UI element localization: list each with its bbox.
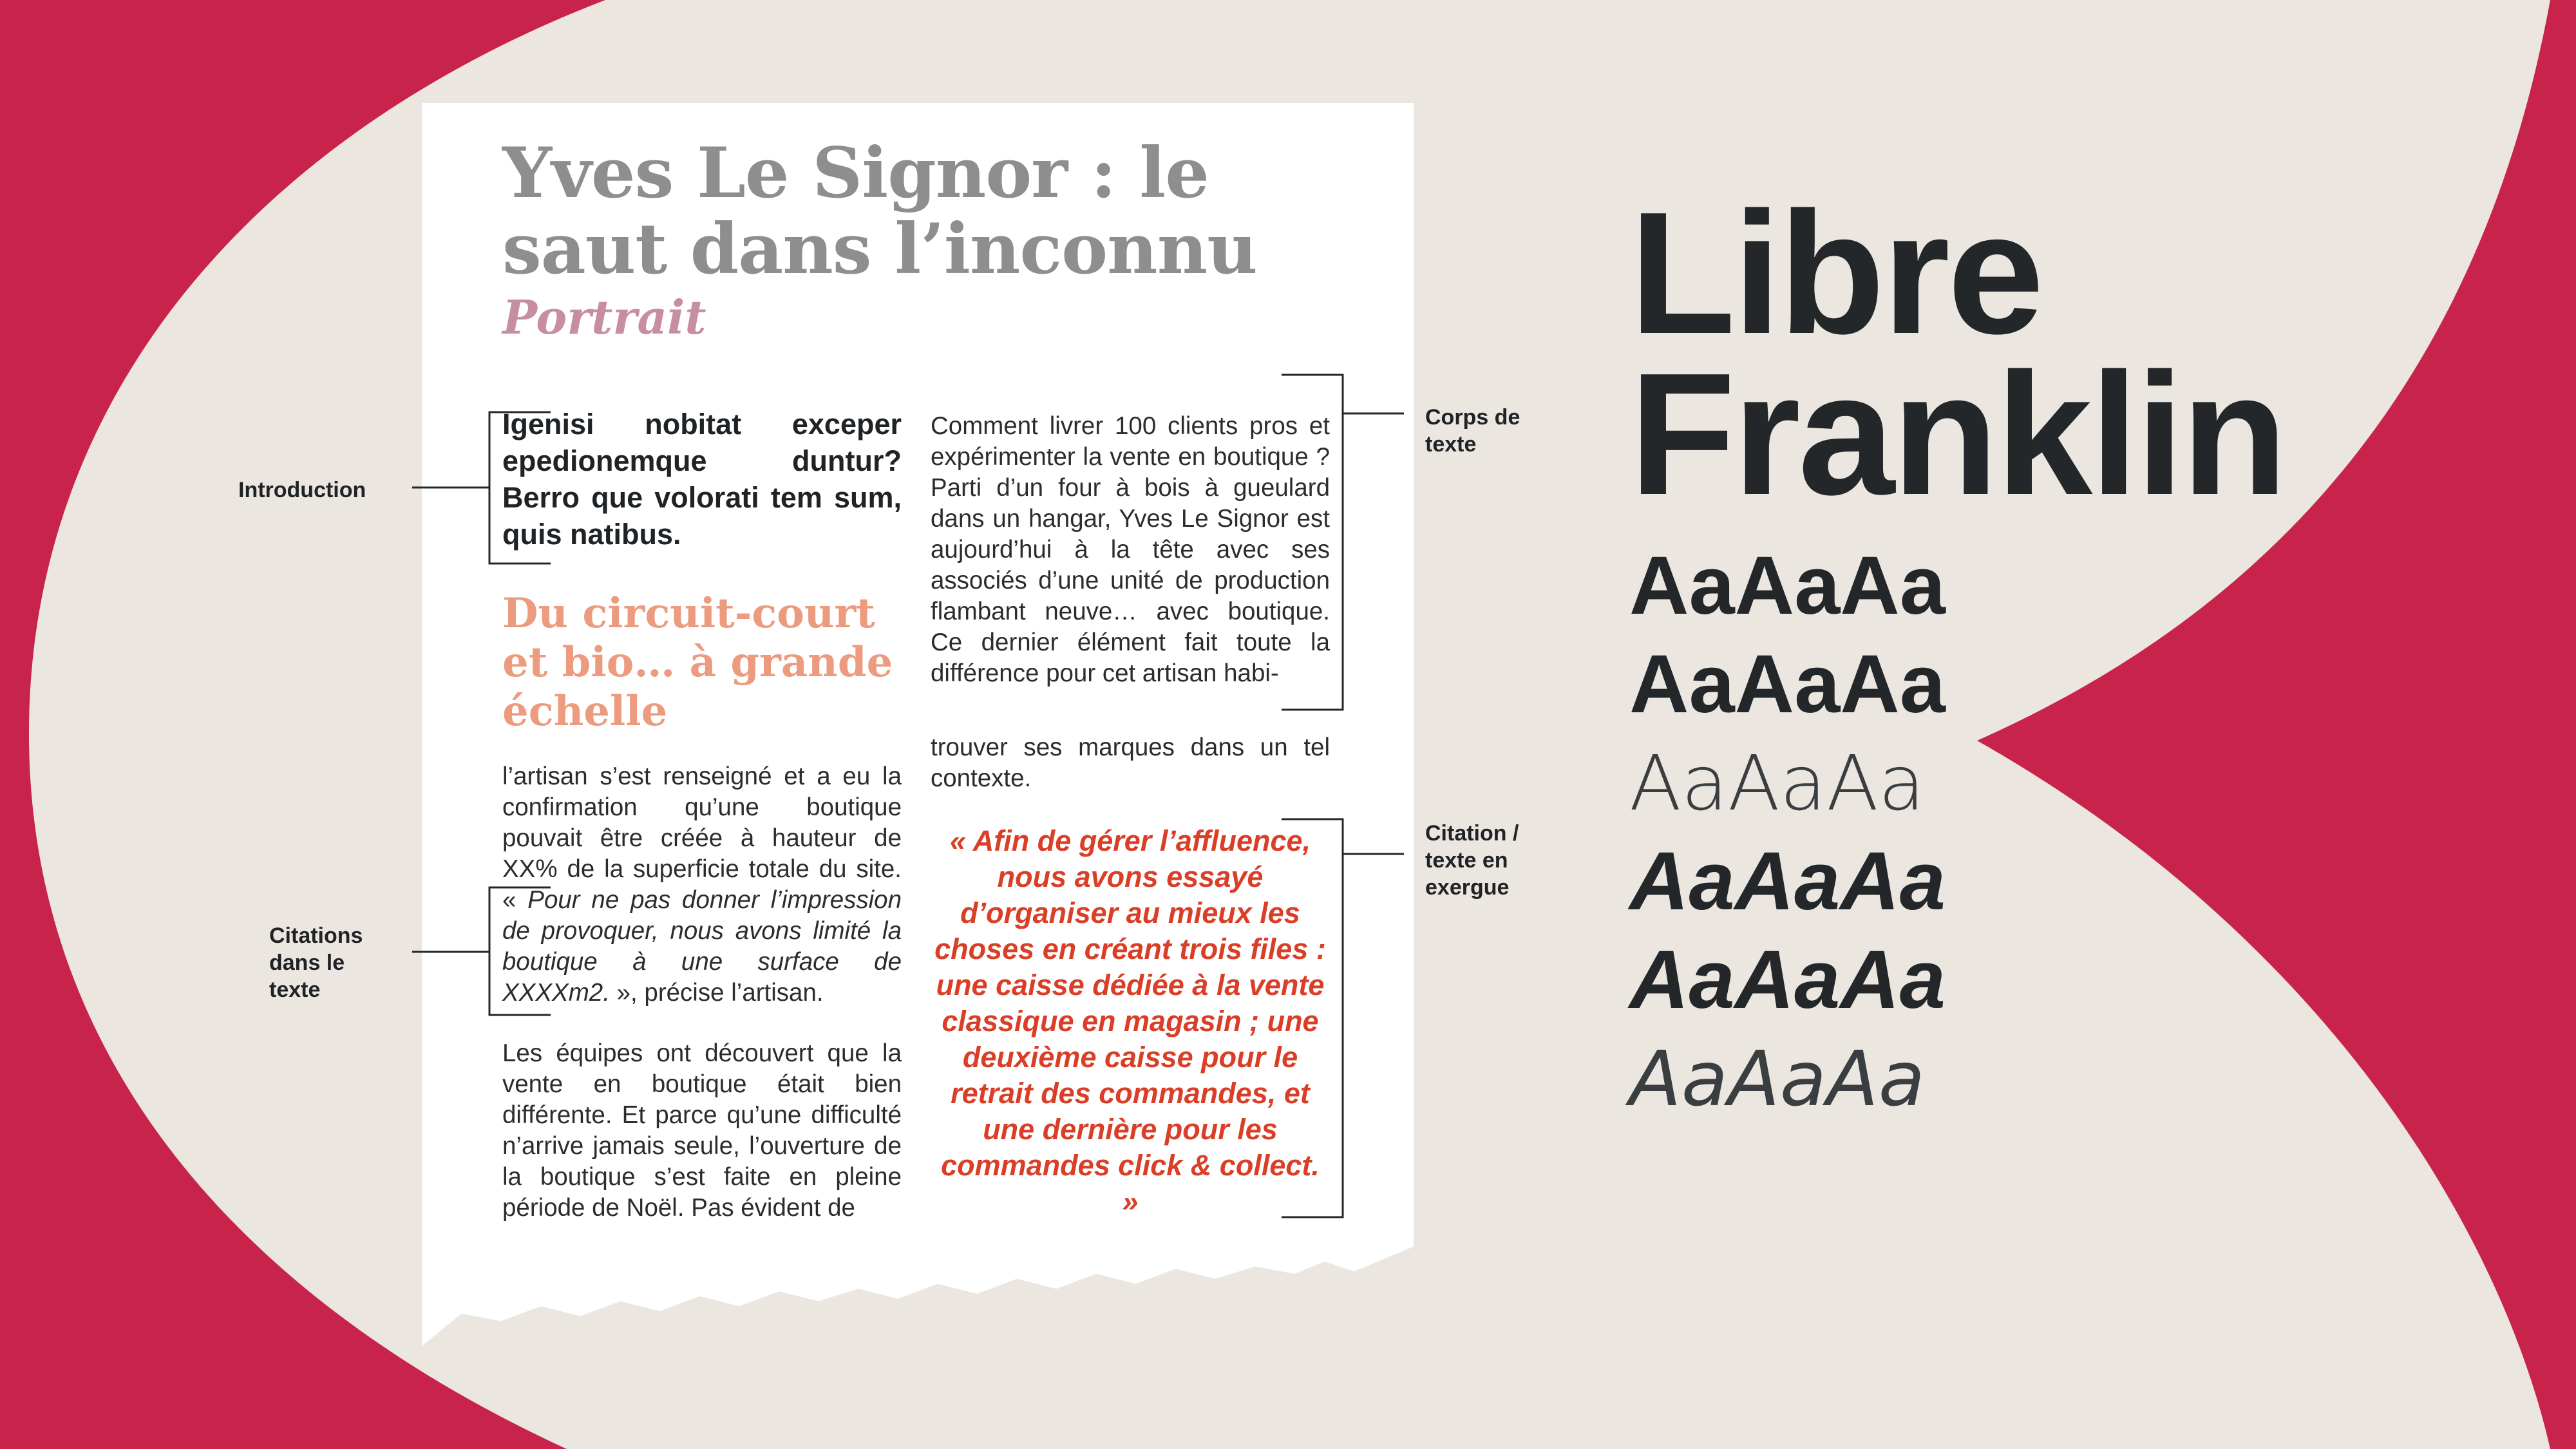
article-title (502, 133, 1257, 290)
article-subheading: Du circuit-court et bio… à grande échelle (502, 589, 893, 735)
annotation-citations-line-2: dans le (269, 951, 345, 975)
annotation-citations (269, 922, 363, 1003)
article-introduction: Igenisi nobitat exceper epedionemque duntur? Berro que volorati tem sum, quis natibus. (502, 408, 902, 551)
annotation-citations-line-1: Citations (269, 923, 363, 948)
annotation-corps-de-texte (1425, 404, 1520, 458)
body-paragraph-2: Les équipes ont découvert que la vente en boutique était bien différente. Et parce qu’une difficulté n’arrive jamais seule, l’ouverture de la boutique s’est faite en pleine période de Noël. Pas évident de (502, 1039, 902, 1222)
article-title-line-1: Yves Le Signor : le (502, 133, 1209, 214)
body-paragraph-1 (502, 761, 902, 1009)
annotation-citation-line-3: exergue (1425, 875, 1510, 900)
annotation-corps-line-1: Corps de (1425, 405, 1520, 430)
body-paragraph-1-text: l’artisan s’est renseigné et a eu la confirmation qu’une boutique pouvait être créée à hauteur de XX% de la superficie totale du site. (502, 762, 902, 883)
pull-quote: « Afin de gérer l’affluence, nous avons essayé d’organiser au mieux les choses en créant trois files : une caisse dédiée à la vente classique en magasin ; une deuxième caisse pour le retrait des commandes, et une dernière pour les commandes click & collect. » (934, 824, 1326, 1218)
specimen-black-italic: AaAaAa (1629, 835, 1946, 927)
annotation-citation-exergue (1425, 820, 1519, 901)
font-name (1629, 176, 2286, 531)
annotation-citation-line-2: texte en (1425, 848, 1508, 873)
article-title-line-2: saut dans l’inconnu (502, 209, 1257, 290)
specimen-thin-italic: AaAaAa (1629, 1034, 1926, 1123)
inline-quote-text: Pour ne pas donner l’impression de provoquer, nous avons limité la boutique à une surface de XXXXm2. (502, 886, 902, 1007)
column-2-paragraph-1: Comment livrer 100 clients pros et expérimenter la vente en boutique ? Parti d’un four à bois à gueulard dans un hangar, Yves Le Signor est aujourd’hui à la tête avec ses associés d’une unité de production flambant neuve… avec boutique. Ce dernier élément fait toute la différence pour cet artisan habi- (931, 412, 1330, 687)
specimen-semibold-italic: AaAaAa (1629, 934, 1946, 1026)
annotation-introduction: Introduction (238, 478, 366, 502)
column-2-paragraph-2: trouver ses marques dans un tel contexte. (931, 734, 1330, 792)
annotation-citations-line-3: texte (269, 978, 321, 1002)
annotation-citation-line-1: Citation / (1425, 821, 1519, 846)
specimen-semibold: AaAaAa (1629, 638, 1946, 730)
font-name-line-1: Libre (1629, 176, 2042, 370)
annotation-corps-line-2: texte (1425, 432, 1477, 457)
specimen-black: AaAaAa (1629, 540, 1946, 632)
specimen-thin: AaAaAa (1629, 739, 1926, 828)
inline-quote-open: « (502, 886, 528, 914)
font-name-line-2: Franklin (1629, 337, 2286, 531)
article-kicker: Portrait (502, 290, 706, 345)
inline-quote-close: », précise l’artisan. (609, 979, 824, 1007)
